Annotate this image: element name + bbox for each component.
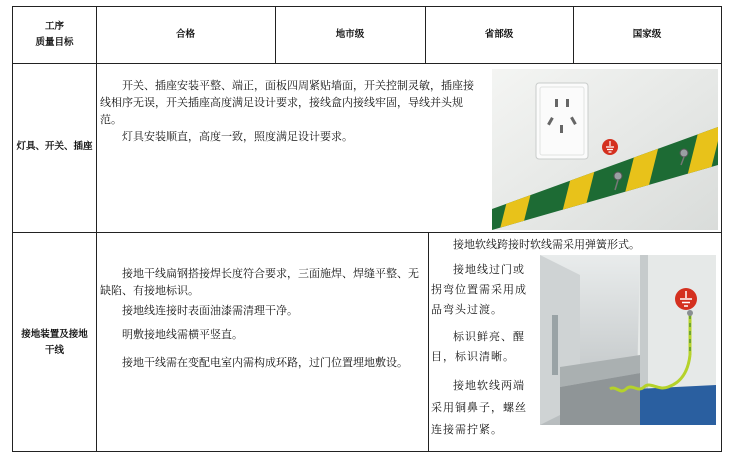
- header-city-level: 地市级: [335, 29, 365, 40]
- header-process-cell: [13, 19, 96, 51]
- switch-socket-photo: [492, 69, 718, 230]
- row2-paragraph-1: 接地干线扁钢搭接焊长度符合要求，三面施焊、焊缝平整、无缺陷、有接地标识。: [100, 267, 419, 297]
- row-divider: [13, 232, 721, 233]
- header-quality-goal-label: 质量目标: [35, 37, 74, 48]
- socket-plate: [536, 83, 588, 159]
- row2-right-top: 接地软线跨接时软线需采用弹簧形式。: [453, 238, 640, 251]
- row2-inner-divider: [428, 232, 429, 451]
- row2-paragraph-3: 明敷接地线需横平竖直。: [122, 328, 243, 341]
- switch-socket-illustration: [492, 69, 718, 230]
- quality-standard-table: [12, 6, 722, 452]
- header-national-level: 国家级: [632, 29, 662, 40]
- row2-paragraph-4: 接地干线需在变配电室内需构成环路，过门位置埋地敷设。: [122, 356, 408, 369]
- header-process-label: 工序: [44, 21, 64, 32]
- ground-wire-illustration: [540, 255, 716, 425]
- row2-right-paragraph-1: 接地线过门或拐弯位置需采用成品弯头过渡。: [431, 263, 527, 316]
- row2-paragraph-2: 接地线连接时表面油漆需清理干净。: [122, 304, 298, 317]
- row-label-fixtures: 灯具、开关、插座: [16, 141, 93, 152]
- row2-right-paragraph-3: 接地软线两端采用铜鼻子，螺丝连接需拧紧。: [431, 379, 527, 436]
- header-divider: [13, 63, 721, 64]
- row1-paragraph-2: 灯具安装顺直，高度一致，照度满足设计要求。: [122, 130, 353, 143]
- row2-right-paragraph-2: 标识鲜亮、醒目，标识清晰。: [431, 330, 525, 363]
- ground-wire-photo: [540, 255, 716, 425]
- header-province-level: 省部级: [484, 29, 514, 40]
- cabinet-base: [636, 385, 716, 425]
- row1-paragraph-1: 开关、插座安装平整、端正，面板四周紧贴墙面，开关控制灵敏，插座接线相序无误，开关插座高度满足设计要求，接线盒内接线牢固，导线并头规范。: [100, 79, 474, 126]
- header-pass: 合格: [175, 29, 195, 40]
- row-label-grounding: 接地装置及接地干线: [21, 329, 88, 356]
- label-column-divider: [96, 7, 97, 451]
